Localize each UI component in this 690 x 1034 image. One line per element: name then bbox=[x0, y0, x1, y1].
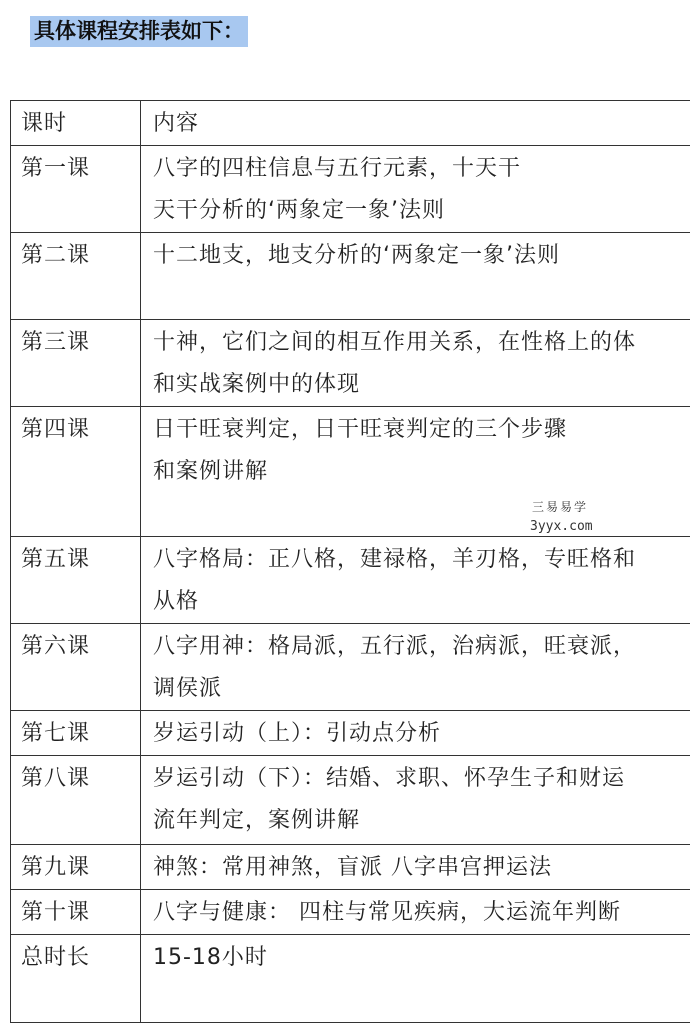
course-schedule-table bbox=[10, 100, 690, 1023]
content-line: 流年判定，案例讲解 bbox=[153, 808, 361, 833]
watermark-url: 3yyx.com bbox=[530, 519, 593, 534]
content-line: 十神，它们之间的相互作用关系，在性格上的体 bbox=[153, 330, 637, 355]
content-cell bbox=[141, 890, 690, 935]
lesson-cell: 第四课 bbox=[11, 407, 141, 537]
table-row bbox=[11, 845, 690, 890]
lesson-cell: 第二课 bbox=[11, 233, 141, 320]
content-cell bbox=[141, 624, 690, 711]
content-line: 15-18小时 bbox=[153, 945, 268, 970]
content-cell bbox=[141, 320, 690, 407]
page-heading: 具体课程安排表如下： bbox=[30, 16, 248, 47]
lesson-cell: 第一课 bbox=[11, 146, 141, 233]
content-line: 和实战案例中的体现 bbox=[153, 372, 361, 397]
content-line: 八字的四柱信息与五行元素，十天干 bbox=[153, 156, 522, 181]
table-row bbox=[11, 935, 690, 1023]
watermark bbox=[436, 494, 686, 536]
table-row bbox=[11, 146, 690, 233]
content-line: 从格 bbox=[153, 589, 200, 614]
content-line: 日干旺衰判定，日干旺衰判定的三个步骤 bbox=[153, 417, 568, 442]
content-cell bbox=[141, 756, 690, 845]
lesson-cell: 总时长 bbox=[11, 935, 141, 1023]
content-line: 调侯派 bbox=[153, 676, 223, 701]
lesson-cell: 第七课 bbox=[11, 711, 141, 756]
lesson-cell: 第八课 bbox=[11, 756, 141, 845]
content-line: 八字用神：格局派，五行派，治病派，旺衰派， bbox=[153, 634, 637, 659]
content-cell bbox=[141, 845, 690, 890]
content-line: 神煞：常用神煞，盲派 八字串宫押运法 bbox=[153, 855, 552, 880]
watermark-text: 三易易学 bbox=[532, 500, 589, 514]
content-line: 岁运引动（上）：引动点分析 bbox=[153, 721, 442, 746]
lesson-cell: 第五课 bbox=[11, 537, 141, 624]
content-line: 十二地支，地支分析的‘两象定一象’法则 bbox=[153, 243, 560, 268]
lesson-cell: 第三课 bbox=[11, 320, 141, 407]
table-row bbox=[11, 711, 690, 756]
table-row bbox=[11, 233, 690, 320]
lesson-cell: 第十课 bbox=[11, 890, 141, 935]
content-line: 岁运引动（下）：结婚、求职、怀孕生子和财运 bbox=[153, 766, 626, 791]
content-cell bbox=[141, 233, 690, 320]
content-cell bbox=[141, 537, 690, 624]
header-lesson: 课时 bbox=[11, 101, 141, 146]
header-content: 内容 bbox=[141, 101, 690, 146]
content-cell bbox=[141, 935, 690, 1023]
content-cell bbox=[141, 711, 690, 756]
content-line: 天干分析的‘两象定一象’法则 bbox=[153, 198, 445, 223]
content-line: 八字格局：正八格，建禄格，羊刃格，专旺格和 bbox=[153, 547, 637, 572]
table-row bbox=[11, 756, 690, 845]
lesson-cell: 第六课 bbox=[11, 624, 141, 711]
content-cell bbox=[141, 146, 690, 233]
table-row bbox=[11, 537, 690, 624]
content-line: 八字与健康： 四柱与常见疾病，大运流年判断 bbox=[153, 900, 621, 925]
table-row bbox=[11, 890, 690, 935]
table-row bbox=[11, 624, 690, 711]
lesson-cell: 第九课 bbox=[11, 845, 141, 890]
table-row bbox=[11, 320, 690, 407]
content-line: 和案例讲解 bbox=[153, 459, 269, 484]
table-header-row bbox=[11, 101, 690, 146]
